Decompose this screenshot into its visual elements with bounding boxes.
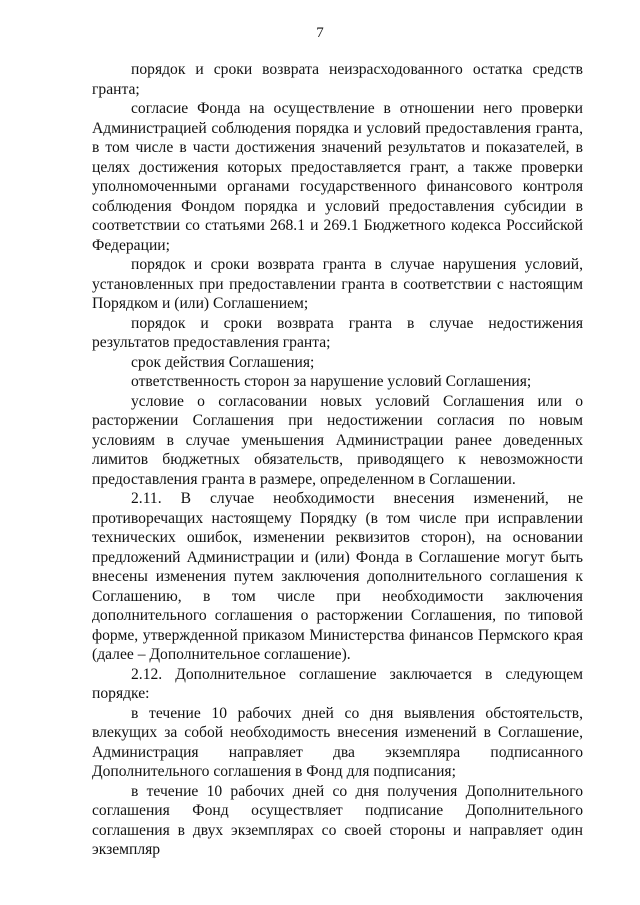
document-body xyxy=(92,60,583,860)
paragraph-grant-return-violation: порядок и сроки возврата гранта в случае нарушения условий, установленных при предоставлении гранта в соответствии с настоящим Порядком и (или) Соглашением; xyxy=(92,256,583,312)
paragraph-fund-signs: в течение 10 рабочих дней со дня получения Дополнительного соглашения Фонд осуществляет подписание Дополнительного соглашения в двух экземплярах со своей стороны и направляет один экземпляр xyxy=(92,782,583,858)
paragraph-section-2-11: 2.11. В случае необходимости внесения изменений, не противоречащих настоящему Порядку (в том числе при исправлении технических ошибок, изменении реквизитов сторон), на основании предложений Администрации и (или) Фонда в Соглашение могут быть внесены изменения путем заключения дополнительного соглашения к Соглашению, в том числе при необходимости заключения дополнительного соглашения о расторжении Соглашения, по типовой форме, утвержденной приказом Министерства финансов Пермского края (далее – Дополнительное соглашение). xyxy=(92,490,583,663)
paragraph-section-2-12: 2.12. Дополнительное соглашение заключается в следующем порядке: xyxy=(92,665,583,702)
paragraph-grant-return-results: порядок и сроки возврата гранта в случае недостижения результатов предоставления гранта; xyxy=(92,314,583,351)
paragraph-fund-consent-audit: согласие Фонда на осуществление в отношении него проверки Администрацией соблюдения порядка и условий предоставления гранта, в том числе в части достижения значений результатов и показателей, в целях достижения которых предоставляется грант, а также проверки уполномоченными органами государственного финансового контроля соблюдения Фондом порядка и условий предоставления субсидии в соответствии со статьями 268.1 и 269.1 Бюджетного кодекса Российской Федерации; xyxy=(92,100,583,254)
paragraph-new-conditions: условие о согласовании новых условий Соглашения или о расторжении Соглашения при недостижении согласия по новым условиям в случае уменьшения Администрации ранее доведенных лимитов бюджетных обязательств, приводящего к невозможности предоставления гранта в размере, определенном в Соглашении. xyxy=(92,392,583,488)
paragraph-administration-sends: в течение 10 рабочих дней со дня выявления обстоятельств, влекущих за собой необходимость внесения изменений в Соглашение, Администрация направляет два экземпляра подписанного Дополнительного соглашения в Фонд для подписания; xyxy=(92,704,583,780)
page-number: 7 xyxy=(316,25,324,41)
paragraph-parties-liability: ответственность сторон за нарушение условий Соглашения; xyxy=(131,373,532,390)
paragraph-agreement-term: срок действия Соглашения; xyxy=(131,353,315,371)
paragraph-grant-return-unspent: порядок и сроки возврата неизрасходованного остатка средств гранта; xyxy=(92,61,583,98)
